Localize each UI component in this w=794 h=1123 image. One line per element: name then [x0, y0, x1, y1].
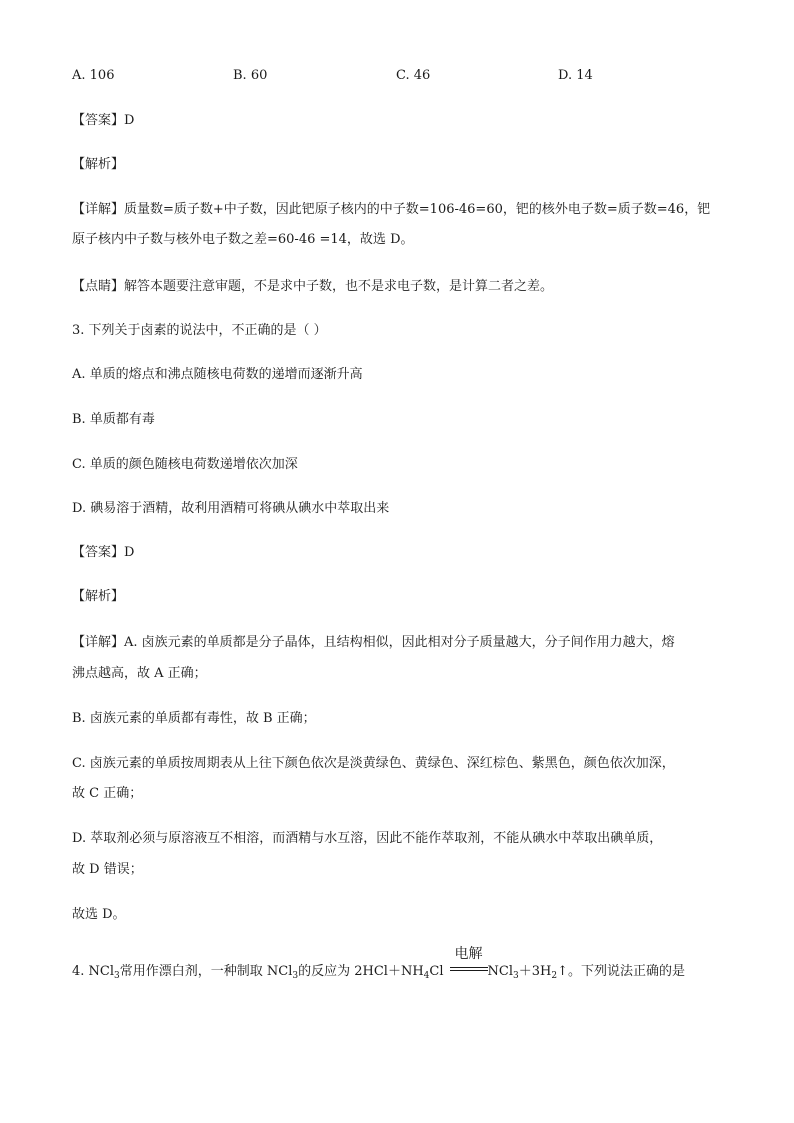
q4-text-d: NCl: [487, 964, 513, 979]
equals-bar-top: [450, 967, 488, 968]
q4-text-e: ＋3H: [518, 964, 552, 979]
option-d: D. 14: [558, 68, 593, 83]
q4-stem: [72, 946, 685, 981]
q2-comment: 【点睛】解答本题要注意审题，不是求中子数，也不是求电子数，是计算二者之差。: [72, 279, 554, 294]
q4-sub-3c: 3: [513, 971, 519, 981]
q3-detail-d-line-1: D. 萃取剂必须与原溶液互不相溶，而酒精与水互溶，因此不能作萃取剂，不能从碘水中萃取出碘单质，: [72, 831, 663, 846]
q3-detail-a-line-1: 【详解】A. 卤族元素的单质都是分子晶体，且结构相似，因此相对分子质量越大，分子间作用力越大，熔: [72, 635, 675, 650]
q4-text-b: 的反应为 2HCl＋NH: [298, 964, 424, 979]
q4-sub-3b: 3: [292, 971, 299, 981]
q4-text-f: ↑。下列说法正确的是: [557, 964, 685, 979]
q4-sub-3a: 3: [114, 971, 120, 981]
q3-stem: 3. 下列关于卤素的说法中，不正确的是（ ）: [72, 323, 327, 338]
q3-option-b: B. 单质都有毒: [72, 412, 155, 427]
q4-text-a: 常用作漂白剂，一种制取 NCl: [119, 964, 293, 979]
reaction-condition-arrow: [450, 946, 488, 981]
q2-detail-line-1: 【详解】质量数=质子数+中子数，因此钯原子核内的中子数=106-46=60，钯的核外电子数=质子数=46，钯: [72, 202, 711, 217]
q4-text-c: Cl: [429, 964, 444, 979]
q2-answer: 【答案】D: [72, 113, 135, 128]
q2-analysis-heading: 【解析】: [72, 157, 125, 172]
reaction-condition-label: 电解: [454, 946, 483, 962]
option-a: A. 106: [72, 68, 115, 83]
q3-detail-d-line-2: 故 D 错误；: [72, 862, 143, 877]
q3-option-d: D. 碘易溶于酒精，故利用酒精可将碘从碘水中萃取出来: [72, 501, 390, 516]
q3-option-a: A. 单质的熔点和沸点随核电荷数的递增而逐渐升高: [72, 367, 363, 382]
q3-option-c: C. 单质的颜色随核电荷数递增依次加深: [72, 457, 298, 472]
option-c: C. 46: [396, 68, 431, 83]
q3-detail-c-line-1: C. 卤族元素的单质按周期表从上往下颜色依次是淡黄绿色、黄绿色、深红棕色、紫黑色，颜色依次加深，: [72, 756, 675, 771]
q3-detail-c-line-2: 故 C 正确；: [72, 786, 143, 801]
q3-conclusion: 故选 D。: [72, 907, 126, 922]
q4-prefix: 4. NCl: [72, 964, 115, 979]
q3-detail-b: B. 卤族元素的单质都有毒性，故 B 正确；: [72, 711, 316, 726]
q4-sub-4: 4: [423, 971, 430, 981]
q3-detail-a-line-2: 沸点越高，故 A 正确；: [72, 666, 207, 681]
option-b: B. 60: [233, 68, 268, 83]
q2-detail-line-2: 原子核内中子数与核外电子数之差=60-46 =14，故选 D。: [72, 232, 414, 247]
q3-analysis-heading: 【解析】: [72, 589, 125, 604]
q4-sub-2: 2: [551, 971, 558, 981]
equals-bar-bottom: [450, 970, 488, 971]
q3-answer: 【答案】D: [72, 545, 135, 560]
